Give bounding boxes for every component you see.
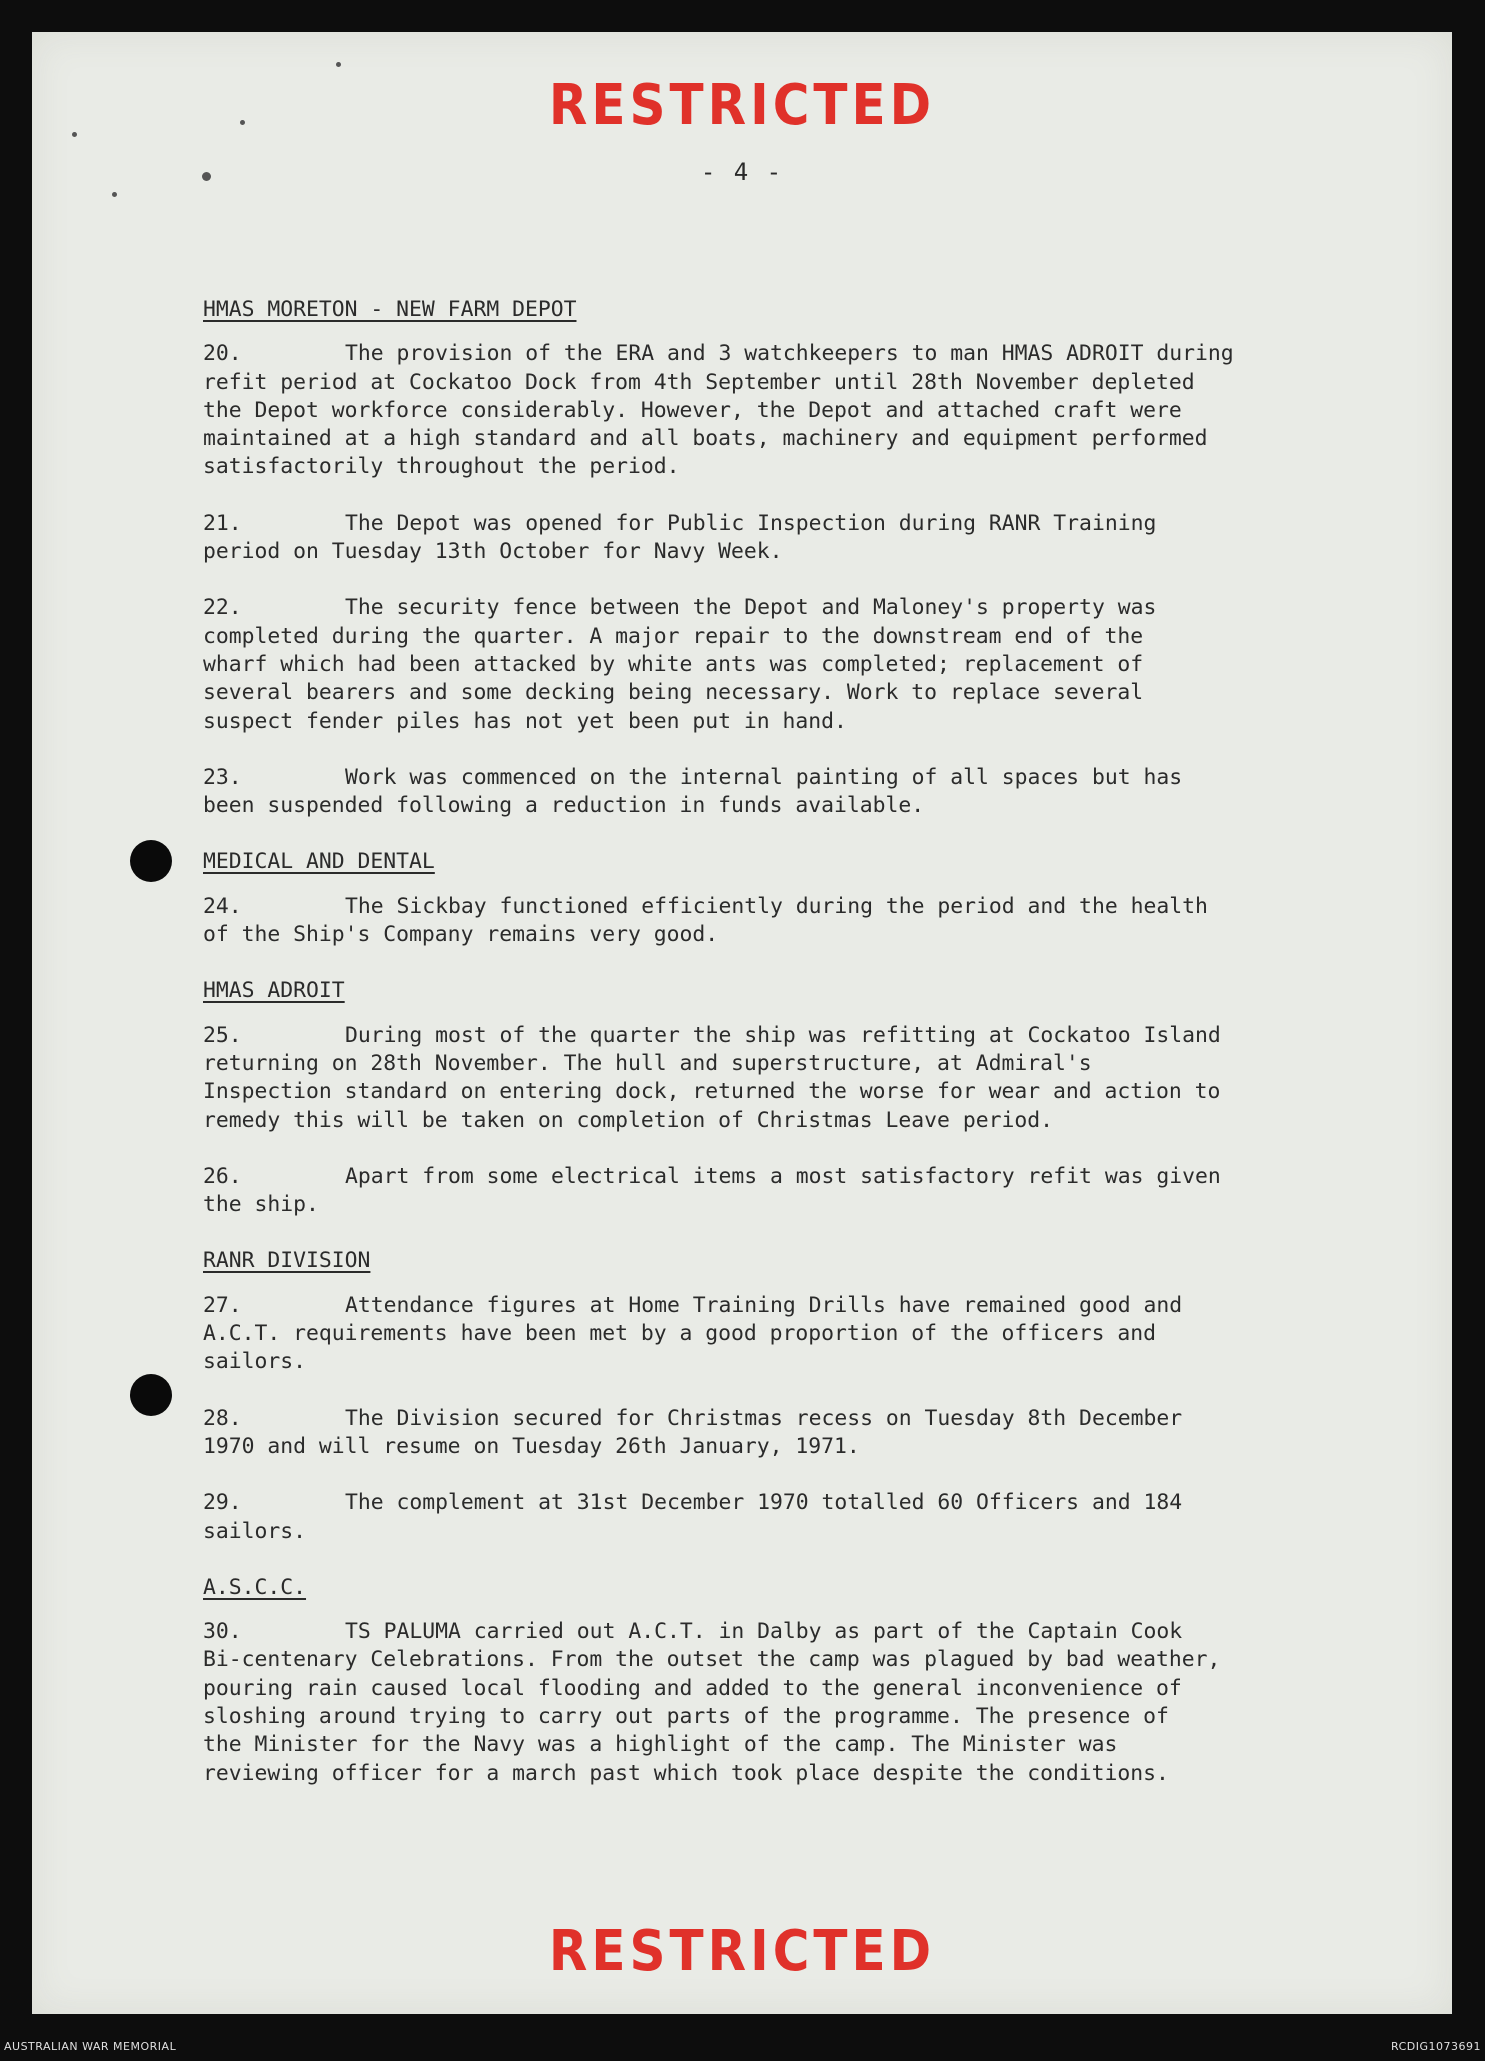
restricted-stamp-bottom: RESTRICTED bbox=[548, 1918, 936, 1984]
paragraph-text: The Depot was opened for Public Inspection during RANR Training period on Tuesday 13th October for Navy Week. bbox=[203, 510, 1157, 565]
numbered-paragraph bbox=[203, 594, 1373, 735]
numbered-paragraph bbox=[203, 1292, 1373, 1377]
paragraph-number: 25. bbox=[203, 1022, 242, 1048]
paragraph-number: 27. bbox=[203, 1292, 242, 1318]
section-heading: RANR DIVISION bbox=[203, 1248, 371, 1274]
numbered-paragraph bbox=[203, 1405, 1373, 1462]
paragraph-text: The complement at 31st December 1970 totalled 60 Officers and 184 sailors. bbox=[203, 1490, 1183, 1544]
paragraph-number: 21. bbox=[203, 510, 242, 536]
paragraph-number: 26. bbox=[203, 1163, 242, 1189]
paper-speck bbox=[72, 132, 77, 137]
paragraph-number: 20. bbox=[203, 341, 242, 367]
paragraph-number: 28. bbox=[203, 1405, 242, 1431]
paragraph-number: 29. bbox=[203, 1490, 242, 1516]
paragraph-text: The security fence between the Depot and Maloney's property was completed during the quarter. A major repair to the downstream end of the wharf which had been attacked by white ants was completed; replacement of several bearers and some decking being necessary. Work to replace several suspect fender piles has not yet been put in hand. bbox=[203, 595, 1157, 734]
restricted-stamp-top: RESTRICTED bbox=[548, 72, 936, 138]
document-page bbox=[32, 32, 1452, 2014]
paragraph-text: The provision of the ERA and 3 watchkeepers to man HMAS ADROIT during refit period at Cockatoo Dock from 4th September until 28th November depleted the Depot workforce considerably. However, the Depot and attached craft were maintained at a high standard and all boats, machinery and equipment performed satisfactorily throughout the period. bbox=[203, 341, 1234, 480]
paper-speck bbox=[112, 192, 117, 197]
section-heading: A.S.C.C. bbox=[203, 1574, 307, 1600]
paragraph-text: Attendance figures at Home Training Drills have remained good and A.C.T. requirements have been met by a good proportion of the officers and sailors. bbox=[203, 1292, 1183, 1375]
archive-credit: AUSTRALIAN WAR MEMORIAL bbox=[4, 2040, 177, 2053]
archive-reference: RCDIG1073691 bbox=[1390, 2040, 1481, 2053]
numbered-paragraph bbox=[203, 340, 1373, 481]
paragraph-text: Apart from some electrical items a most satisfactory refit was given the ship. bbox=[203, 1163, 1221, 1218]
paper-speck bbox=[336, 62, 341, 67]
punch-hole bbox=[130, 840, 172, 882]
numbered-paragraph bbox=[203, 1163, 1373, 1220]
paragraph-number: 24. bbox=[203, 893, 242, 919]
document-body bbox=[203, 296, 1373, 1816]
numbered-paragraph bbox=[203, 893, 1373, 950]
paragraph-text: Work was commenced on the internal painting of all spaces but has been suspended following a reduction in funds available. bbox=[203, 764, 1183, 819]
paragraph-number: 30. bbox=[203, 1619, 242, 1645]
punch-hole bbox=[130, 1374, 172, 1416]
numbered-paragraph bbox=[203, 1022, 1373, 1135]
paragraph-text: During most of the quarter the ship was refitting at Cockatoo Island returning on 28th November. The hull and superstructure, at Admiral's Inspection standard on entering dock, returned the worse for wear and action to remedy this will be taken on completion of Christmas Leave period. bbox=[203, 1022, 1221, 1133]
numbered-paragraph bbox=[203, 1489, 1373, 1546]
paragraph-number: 23. bbox=[203, 764, 242, 790]
paper-speck bbox=[202, 172, 211, 181]
numbered-paragraph bbox=[203, 510, 1373, 567]
section-heading: MEDICAL AND DENTAL bbox=[203, 849, 435, 875]
section-heading: HMAS MORETON - NEW FARM DEPOT bbox=[203, 297, 577, 322]
paragraph-text: The Division secured for Christmas recess on Tuesday 8th December 1970 and will resume on Tuesday 26th January, 1971. bbox=[203, 1405, 1183, 1459]
numbered-paragraph bbox=[203, 1618, 1373, 1788]
paper-speck bbox=[240, 120, 245, 125]
section-heading: HMAS ADROIT bbox=[203, 978, 345, 1004]
paragraph-text: The Sickbay functioned efficiently during the period and the health of the Ship's Company remains very good. bbox=[203, 893, 1208, 948]
paragraph-text: TS PALUMA carried out A.C.T. in Dalby as part of the Captain Cook Bi-centenary Celebrations. From the outset the camp was plagued by bad weather, pouring rain caused local flooding and added to the general inconvenience of sloshing around trying to carry out parts of the programme. The presence of the Minister for the Navy was a highlight of the camp. The Minister was reviewing officer for a march past which took place despite the conditions. bbox=[203, 1619, 1221, 1786]
paragraph-number: 22. bbox=[203, 595, 242, 621]
numbered-paragraph bbox=[203, 764, 1373, 821]
page-number: - 4 - bbox=[700, 158, 784, 186]
